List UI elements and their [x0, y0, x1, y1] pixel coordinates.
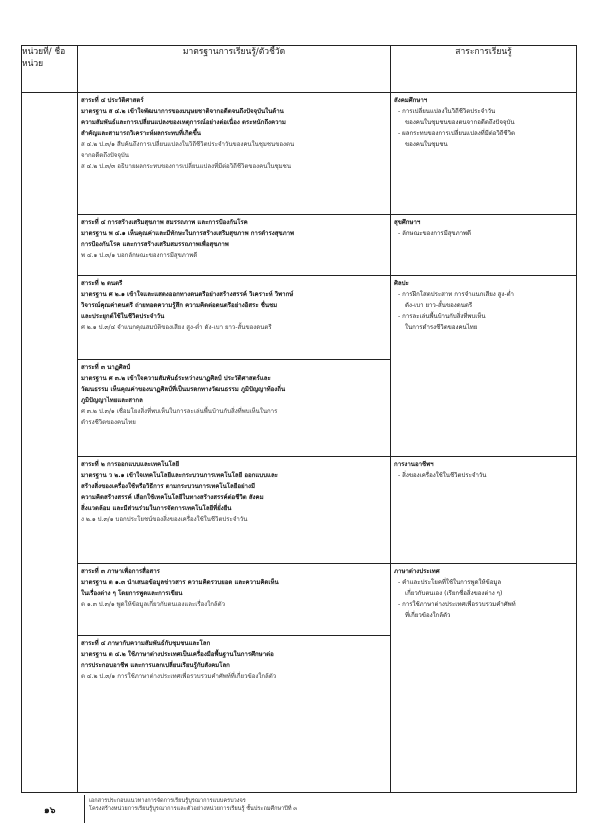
content-cell	[391, 564, 577, 793]
standard-cell	[78, 215, 391, 276]
subject-label: ศิลปะ	[394, 280, 409, 287]
table-row	[22, 93, 577, 215]
standard-line: มาตรฐาน ว ๒.๑ เข้าใจเทคโนโลยีและกระบวนการเทคโนโลยี ออกแบบและ	[81, 472, 278, 479]
header-content: สาระการเรียนรู้	[391, 46, 577, 93]
footer-line-1: เอกสารประกอบแนวทางการจัดการเรียนรู้บูรณาการแบบครบวงจร	[89, 798, 246, 804]
standard-line: ในเรื่องต่าง ๆ โดยการพูดและการเขียน	[81, 590, 183, 597]
standard-cell	[78, 564, 391, 793]
standard-line: ภูมิปัญญาไทยและสากล	[81, 397, 143, 404]
content-item: - การละเล่นพื้นบ้านกับสิ่งที่พบเห็น	[398, 313, 486, 320]
header-standard: มาตรฐานการเรียนรู้/ตัวชี้วัด	[78, 46, 391, 93]
indicator-line: ส ๔.๒ ป.๓/๑ สืบค้นถึงการเปลี่ยนแปลงในวิถีชีวิตประจำวันของคนในชุมชนของตน	[81, 141, 295, 148]
standard-line: ความสัมพันธ์และการเปลี่ยนแปลงของเหตุการณ์อย่างต่อเนื่อง ตระหนักถึงความ	[81, 119, 286, 126]
subject-label: ภาษาต่างประเทศ	[394, 568, 440, 575]
standard-cell	[78, 93, 391, 215]
standard-line: มาตรฐาน ต ๔.๒ ใช้ภาษาต่างประเทศเป็นเครื่องมือพื้นฐานในการศึกษาต่อ	[81, 651, 274, 658]
table-row	[22, 276, 577, 457]
standard-line: สำคัญและสามารถวิเคราะห์ผลกระทบที่เกิดขึ้น	[81, 130, 201, 137]
standard-cell	[78, 457, 391, 564]
content-cell	[391, 457, 577, 564]
footer-divider	[84, 795, 85, 823]
standard-line: การประกอบอาชีพ และการแลกเปลี่ยนเรียนรู้กับสังคมโลก	[81, 662, 230, 669]
indicator-line: พ ๔.๑ ป.๓/๑ บอกลักษณะของการมีสุขภาพดี	[81, 252, 198, 259]
content-item-cont: เกี่ยวกับตนเอง (เรียกชื่อสิ่งของต่าง ๆ)	[405, 590, 503, 597]
standard-cell	[78, 276, 391, 457]
content-item: - สิ่งของเครื่องใช้ในชีวิตประจำวัน	[398, 472, 487, 479]
content-item-cont: ในการดำรงชีวิตของคนไทย	[405, 324, 478, 331]
strand-title: สาระที่ ๓ นาฏศิลป์	[81, 364, 131, 371]
content-cell	[391, 215, 577, 276]
standard-line: ความคิดสร้างสรรค์ เลือกใช้เทคโนโลยีในทางสร้างสรรค์ต่อชีวิต สังคม	[81, 494, 264, 501]
standard-line: มาตรฐาน ศ ๓.๒ เข้าใจความสัมพันธ์ระหว่างนาฏศิลป์ ประวัติศาสตร์และ	[81, 375, 271, 382]
unit-cell	[22, 93, 78, 793]
content-item-cont: ดัง-เบา ยาว-สั้นของดนตรี	[405, 302, 473, 309]
content-item: - การเปลี่ยนแปลงในวิถีชีวิตประจำวัน	[398, 108, 496, 115]
content-item: - ลักษณะของการมีสุขภาพดี	[398, 230, 472, 237]
standard-line: วิจารณ์คุณค่าดนตรี ถ่ายทอดความรู้สึก ความคิดต่อดนตรีอย่างอิสระ ชื่นชม	[81, 302, 278, 309]
indicator-line: ดำรงชีวิตของคนไทย	[81, 419, 136, 426]
indicator-line: ต ๑.๓ ป.๓/๑ พูดให้ข้อมูลเกี่ยวกับตนเองและเรื่องใกล้ตัว	[81, 601, 226, 608]
content-item: - การใช้ภาษาต่างประเทศเพื่อรวบรวมคำศัพท์	[398, 601, 516, 608]
strand-title: สาระที่ ๔ การสร้างเสริมสุขภาพ สมรรถภาพ และการป้องกันโรค	[81, 219, 248, 226]
content-item-cont: ของคนในชุมชน	[405, 141, 448, 148]
content-cell	[391, 93, 577, 215]
standard-line: และประยุกต์ใช้ในชีวิตประจำวัน	[81, 313, 165, 320]
indicator-line: ต ๔.๒ ป.๓/๑ การใช้ภาษาต่างประเทศเพื่อรวบรวมคำศัพท์ที่เกี่ยวข้องใกล้ตัว	[81, 673, 277, 680]
subject-label: สังคมศึกษาฯ	[394, 97, 428, 104]
footer-line-2: โครงสร้างหน่วยการเรียนรู้บูรณาการและตัวอย่างหน่วยการเรียนรู้ ชั้นประถมศึกษาปีที่ ๓	[89, 806, 298, 812]
strand-title: สาระที่ ๔ ประวัติศาสตร์	[81, 97, 144, 104]
standard-line: มาตรฐาน พ ๔.๑ เห็นคุณค่าและมีทักษะในการสร้างเสริมสุขภาพ การดำรงสุขภาพ	[81, 230, 295, 237]
indicator-line: ศ ๓.๒ ป.๓/๑ เชื่อมโยงสิ่งที่พบเห็นในการละเล่นพื้นบ้านกับสิ่งที่พบเห็นในการ	[81, 408, 278, 415]
strand-title: สาระที่ ๒ ดนตรี	[81, 280, 123, 287]
page-footer	[21, 795, 576, 825]
table-row	[22, 564, 577, 793]
header-unit: หน่วยที่/ ชื่อหน่วย	[22, 46, 78, 93]
strand-title: สาระที่ ๓ ภาษาเพื่อการสื่อสาร	[81, 568, 160, 575]
content-cell	[391, 276, 577, 457]
subject-label: การงานอาชีพฯ	[394, 461, 434, 468]
table-header-row	[22, 46, 577, 93]
standard-line: วัฒนธรรม เห็นคุณค่าของนาฏศิลป์ที่เป็นมรดกทางวัฒนธรรม ภูมิปัญญาท้องถิ่น	[81, 386, 286, 393]
curriculum-table	[21, 45, 577, 793]
footer-text	[89, 797, 297, 813]
subject-label: สุขศึกษาฯ	[394, 219, 421, 226]
strand-title: สาระที่ ๔ ภาษากับความสัมพันธ์กับชุมชนและโลก	[81, 640, 211, 647]
strand-title: สาระที่ ๒ การออกแบบและเทคโนโลยี	[81, 461, 180, 468]
indicator-line: จากอดีตถึงปัจจุบัน	[81, 152, 129, 159]
standard-line: การป้องกันโรค และการสร้างเสริมสมรรถภาพเพื่อสุขภาพ	[81, 241, 229, 248]
content-item: - ผลกระทบของการเปลี่ยนแปลงที่มีต่อวิถีชีวิต	[398, 130, 515, 137]
content-item: - การฝึกโสตประสาท การจำแนกเสียง สูง-ต่ำ	[398, 291, 514, 298]
table-row	[22, 457, 577, 564]
table-row	[22, 215, 577, 276]
content-item-cont: ที่เกี่ยวข้องใกล้ตัว	[405, 612, 451, 619]
indicator-line: ง ๒.๑ ป.๓/๑ บอกประโยชน์ของสิ่งของเครื่องใช้ในชีวิตประจำวัน	[81, 516, 248, 523]
standard-line: มาตรฐาน ต ๑.๓ นำเสนอข้อมูลข่าวสาร ความคิดรวบยอด และความคิดเห็น	[81, 579, 279, 586]
standard-line: มาตรฐาน ศ ๒.๑ เข้าใจและแสดงออกทางดนตรีอย่างสร้างสรรค์ วิเคราะห์ วิพากษ์	[81, 291, 294, 298]
page-number: ๑๖	[44, 806, 56, 816]
indicator-line: ส ๔.๒ ป.๓/๓ อธิบายผลกระทบของการเปลี่ยนแปลงที่มีต่อวิถีชีวิตของคนในชุมชน	[81, 163, 291, 170]
standard-line: สร้างสิ่งของเครื่องใช้หรือวิธีการ ตามกระบวนการเทคโนโลยีอย่างมี	[81, 483, 255, 490]
indicator-line: ศ ๒.๑ ป.๓/๔ จำแนกคุณสมบัติของเสียง สูง-ต่ำ ดัง-เบา ยาว-สั้นของดนตรี	[81, 324, 272, 331]
standard-line: มาตรฐาน ส ๔.๒ เข้าใจพัฒนาการของมนุษยชาติจากอดีตจนถึงปัจจุบันในด้าน	[81, 108, 284, 115]
content-item-cont: ของคนในชุมชนของตนจากอดีตถึงปัจจุบัน	[405, 119, 515, 126]
content-item: - คำและประโยคที่ใช้ในการพูดให้ข้อมูล	[398, 579, 502, 586]
standard-line: สิ่งแวดล้อม และมีส่วนร่วมในการจัดการเทคโนโลยีที่ยั่งยืน	[81, 505, 232, 512]
